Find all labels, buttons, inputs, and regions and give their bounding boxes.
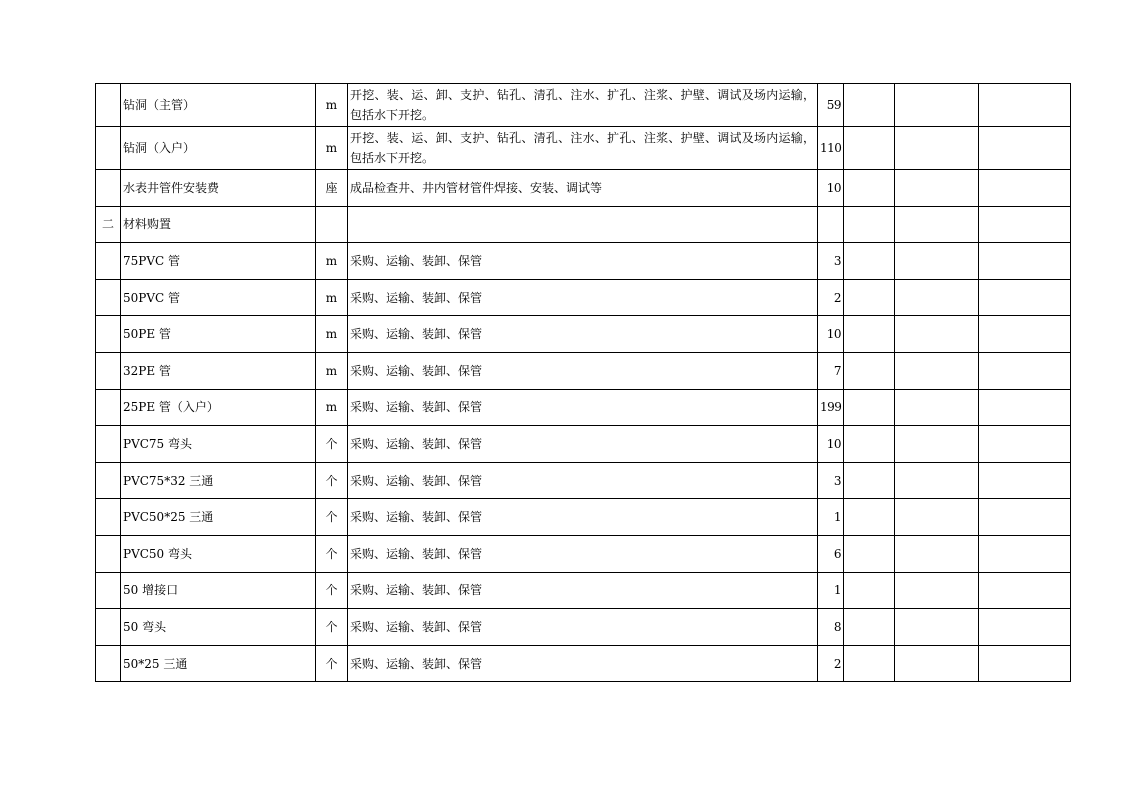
item-quantity: 1 <box>818 499 844 536</box>
row-number <box>96 170 121 207</box>
item-quantity: 10 <box>818 316 844 353</box>
empty-cell <box>844 535 895 572</box>
item-unit: m <box>316 316 348 353</box>
table-row <box>96 170 1071 207</box>
table-row <box>96 352 1071 389</box>
item-name: 材料购置 <box>121 206 316 243</box>
table-row <box>96 572 1071 609</box>
empty-cell <box>844 462 895 499</box>
work-description: 开挖、装、运、卸、支护、钻孔、清孔、注水、扩孔、注浆、护壁、调试及场内运输，包括水下开挖。 <box>348 84 818 127</box>
item-name: 75PVC 管 <box>121 243 316 280</box>
table-row <box>96 316 1071 353</box>
empty-cell <box>895 84 979 127</box>
table-row <box>96 279 1071 316</box>
empty-cell <box>895 389 979 426</box>
empty-cell <box>979 609 1071 646</box>
item-name: 50 弯头 <box>121 609 316 646</box>
empty-cell <box>979 170 1071 207</box>
item-unit: 个 <box>316 462 348 499</box>
empty-cell <box>979 84 1071 127</box>
item-name: 50PVC 管 <box>121 279 316 316</box>
item-quantity: 10 <box>818 426 844 463</box>
item-unit: 个 <box>316 499 348 536</box>
work-description: 采购、运输、装卸、保管 <box>348 535 818 572</box>
work-description: 采购、运输、装卸、保管 <box>348 645 818 682</box>
empty-cell <box>844 170 895 207</box>
table-row <box>96 645 1071 682</box>
work-description: 采购、运输、装卸、保管 <box>348 243 818 280</box>
empty-cell <box>844 352 895 389</box>
empty-cell <box>844 572 895 609</box>
work-description: 采购、运输、装卸、保管 <box>348 609 818 646</box>
empty-cell <box>844 645 895 682</box>
item-name: 32PE 管 <box>121 352 316 389</box>
empty-cell <box>979 352 1071 389</box>
item-name: 50PE 管 <box>121 316 316 353</box>
empty-cell <box>844 206 895 243</box>
empty-cell <box>979 316 1071 353</box>
empty-cell <box>979 279 1071 316</box>
empty-cell <box>844 499 895 536</box>
empty-cell <box>895 243 979 280</box>
item-quantity: 2 <box>818 279 844 316</box>
row-number <box>96 535 121 572</box>
work-description: 采购、运输、装卸、保管 <box>348 352 818 389</box>
empty-cell <box>895 206 979 243</box>
item-quantity: 8 <box>818 609 844 646</box>
table-row <box>96 84 1071 127</box>
item-quantity: 7 <box>818 352 844 389</box>
item-unit: m <box>316 279 348 316</box>
empty-cell <box>895 462 979 499</box>
empty-cell <box>895 316 979 353</box>
item-name: 钻洞（入户） <box>121 127 316 170</box>
empty-cell <box>979 243 1071 280</box>
item-quantity: 10 <box>818 170 844 207</box>
empty-cell <box>895 352 979 389</box>
empty-cell <box>979 462 1071 499</box>
work-description: 开挖、装、运、卸、支护、钻孔、清孔、注水、扩孔、注浆、护壁、调试及场内运输，包括水下开挖。 <box>348 127 818 170</box>
work-description: 采购、运输、装卸、保管 <box>348 462 818 499</box>
empty-cell <box>979 389 1071 426</box>
item-unit: m <box>316 84 348 127</box>
item-name: PVC75*32 三通 <box>121 462 316 499</box>
table-row <box>96 206 1071 243</box>
item-name: PVC50*25 三通 <box>121 499 316 536</box>
row-number <box>96 462 121 499</box>
empty-cell <box>895 609 979 646</box>
item-unit: 座 <box>316 170 348 207</box>
empty-cell <box>979 572 1071 609</box>
empty-cell <box>895 426 979 463</box>
empty-cell <box>844 316 895 353</box>
row-number <box>96 389 121 426</box>
item-name: 50*25 三通 <box>121 645 316 682</box>
item-quantity: 2 <box>818 645 844 682</box>
item-quantity: 6 <box>818 535 844 572</box>
empty-cell <box>979 127 1071 170</box>
table-body <box>96 84 1071 682</box>
work-description: 成品检查井、井内管材管件焊接、安装、调试等 <box>348 170 818 207</box>
item-name: 25PE 管（入户） <box>121 389 316 426</box>
item-name: 钻洞（主管） <box>121 84 316 127</box>
item-quantity: 3 <box>818 243 844 280</box>
item-unit: m <box>316 127 348 170</box>
item-unit: m <box>316 352 348 389</box>
empty-cell <box>844 243 895 280</box>
empty-cell <box>979 206 1071 243</box>
empty-cell <box>979 535 1071 572</box>
empty-cell <box>895 645 979 682</box>
work-description: 采购、运输、装卸、保管 <box>348 389 818 426</box>
item-name: 水表井管件安装费 <box>121 170 316 207</box>
row-number <box>96 279 121 316</box>
item-name: PVC75 弯头 <box>121 426 316 463</box>
item-unit: 个 <box>316 572 348 609</box>
work-description: 采购、运输、装卸、保管 <box>348 316 818 353</box>
empty-cell <box>979 499 1071 536</box>
empty-cell <box>895 535 979 572</box>
empty-cell <box>844 389 895 426</box>
table-row <box>96 426 1071 463</box>
item-unit: 个 <box>316 535 348 572</box>
row-number <box>96 352 121 389</box>
item-quantity <box>818 206 844 243</box>
empty-cell <box>979 426 1071 463</box>
row-number: 二 <box>96 206 121 243</box>
empty-cell <box>895 572 979 609</box>
item-quantity: 110 <box>818 127 844 170</box>
table-row <box>96 609 1071 646</box>
item-unit: 个 <box>316 645 348 682</box>
item-quantity: 3 <box>818 462 844 499</box>
row-number <box>96 84 121 127</box>
empty-cell <box>895 499 979 536</box>
work-description: 采购、运输、装卸、保管 <box>348 426 818 463</box>
table-row <box>96 389 1071 426</box>
item-unit: 个 <box>316 609 348 646</box>
work-description <box>348 206 818 243</box>
item-quantity: 1 <box>818 572 844 609</box>
empty-cell <box>844 84 895 127</box>
item-quantity: 199 <box>818 389 844 426</box>
empty-cell <box>895 279 979 316</box>
row-number <box>96 127 121 170</box>
row-number <box>96 499 121 536</box>
table-row <box>96 499 1071 536</box>
bill-of-quantities-table <box>95 83 1071 682</box>
empty-cell <box>844 426 895 463</box>
item-quantity: 59 <box>818 84 844 127</box>
item-name: PVC50 弯头 <box>121 535 316 572</box>
table-row <box>96 462 1071 499</box>
work-description: 采购、运输、装卸、保管 <box>348 499 818 536</box>
row-number <box>96 243 121 280</box>
item-unit: m <box>316 389 348 426</box>
empty-cell <box>895 170 979 207</box>
item-name: 50 增接口 <box>121 572 316 609</box>
item-unit: m <box>316 243 348 280</box>
empty-cell <box>844 127 895 170</box>
work-description: 采购、运输、装卸、保管 <box>348 279 818 316</box>
row-number <box>96 316 121 353</box>
empty-cell <box>844 609 895 646</box>
empty-cell <box>844 279 895 316</box>
empty-cell <box>895 127 979 170</box>
empty-cell <box>979 645 1071 682</box>
item-unit: 个 <box>316 426 348 463</box>
table-row <box>96 243 1071 280</box>
row-number <box>96 609 121 646</box>
item-unit <box>316 206 348 243</box>
row-number <box>96 572 121 609</box>
row-number <box>96 645 121 682</box>
work-description: 采购、运输、装卸、保管 <box>348 572 818 609</box>
row-number <box>96 426 121 463</box>
table-row <box>96 127 1071 170</box>
table-row <box>96 535 1071 572</box>
